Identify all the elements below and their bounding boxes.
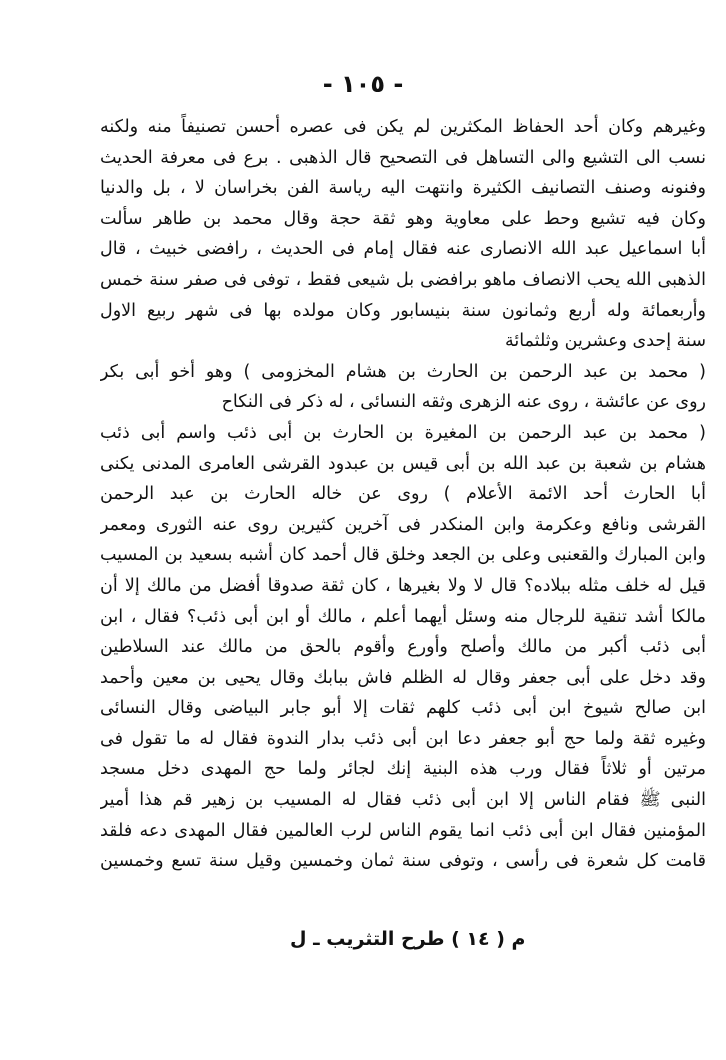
- text-line: القرشى ونافع وعكرمة وابن المنكدر فى آخرين كثيرين روى عنه الثورى ومعمر: [100, 514, 706, 535]
- text-line: المؤمنين فقال ابن أبى ذئب انما يقوم الناس لرب العالمين فقال المهدى دعه فلقد: [100, 820, 706, 841]
- text-line: وأربعمائة وله أربع وثمانون سنة بنيسابور وكان مولده بها فى شهر ربيع الاول: [100, 300, 706, 321]
- text-line: النبى ﷺ فقام الناس إلا ابن أبى ذئب فقال له المسيب بن زهير قم هذا أمير: [100, 790, 706, 811]
- text-line: وغيره ثقة ولما حج أبو جعفر دعا ابن أبى ذئب بدار الندوة فقال له ما تقول فى: [100, 728, 706, 749]
- text-line: ( محمد بن عبد الرحمن بن المغيرة بن الحارث بن أبى ذئب واسم أبى ذئب: [100, 422, 706, 443]
- text-line: وغيرهم وكان أحد الحفاظ المكثرين لم يكن فى عصره أحسن تصنيفاً منه ولكنه: [100, 117, 706, 137]
- text-line: ابن صالح شيوخ ابن أبى ذئب كلهم ثقات إلا أبو جابر البياضى وقال النسائى: [100, 698, 706, 719]
- text-line: أبى ذئب أكبر من مالك وأصلح وأورع وأقوم بالحق من مالك عند السلاطين: [100, 637, 706, 658]
- body-text: [100, 112, 706, 877]
- text-line: هشام بن شعبة بن عبد الله بن أبى قيس بن عبدود القرشى العامرى المدنى يكنى: [100, 453, 706, 474]
- page-number: - ١٠٥ -: [322, 70, 404, 98]
- text-line: وكان فيه تشيع وحط على معاوية وهو ثقة حجة وقال محمد بن طاهر سألت: [100, 208, 706, 229]
- text-line: ( محمد بن عبد الرحمن بن الحارث بن هشام المخزومى ) وهو أخو أبى بكر: [100, 361, 706, 382]
- text-line: أبا الحارث أحد الائمة الأعلام ) روى عن خاله الحارث بن عبد الرحمن: [100, 484, 706, 505]
- text-line: روى عن عائشة ، روى عنه الزهرى وثقه النسائى ، له ذكر فى النكاح: [221, 392, 706, 413]
- text-line: مالكا أشد تنقية للرجال منه وسئل أيهما أعلم ، مالك أو ابن أبى ذئب؟ فقال ، ابن: [100, 606, 706, 627]
- text-line: وابن المبارك والقعنبى وعلى بن الجعد وخلق قال أحمد كان أشبه بسعيد بن المسيب: [100, 545, 706, 566]
- text-line: مرتين أو ثلاثاً فقال ورب هذه البنية إنك لجائر ولما حج المهدى دخل مسجد: [100, 759, 706, 780]
- text-line: قامت كل شعرة فى رأسى ، وتوفى سنة ثمان وخمسين وقيل سنة تسع وخمسين: [100, 851, 706, 872]
- text-line: قيل له خلف مثله ببلاده؟ قال لا ولا بغيرها ، كان ثقة صدوقا أفضل من مالك إلا أن: [100, 575, 706, 596]
- signature-footer: م ( ١٤ ) طرح التثريب ـ ل: [290, 928, 526, 950]
- text-line: وفنونه وصنف التصانيف الكثيرة وانتهت اليه رياسة الفن بخراسان لا ، بل والدنيا: [100, 178, 706, 199]
- text-line: وقد دخل على أبى جعفر وقال له الظلم فاش ببابك وقال يحيى بن معين وأحمد: [100, 667, 706, 688]
- text-line: سنة إحدى وعشرين وثلثمائة: [504, 331, 706, 352]
- text-line: الذهبى الله يحب الانصاف ماهو برافضى بل شيعى فقط ، توفى فى صفر سنة خمس: [100, 269, 706, 290]
- text-line: أبا اسماعيل عبد الله الانصارى عنه فقال إمام فى الحديث ، رافضى خبيث ، قال: [100, 239, 706, 260]
- text-line: نسب الى التشيع والى التساهل فى التصحيح قال الذهبى . برع فى معرفة الحديث: [100, 147, 706, 168]
